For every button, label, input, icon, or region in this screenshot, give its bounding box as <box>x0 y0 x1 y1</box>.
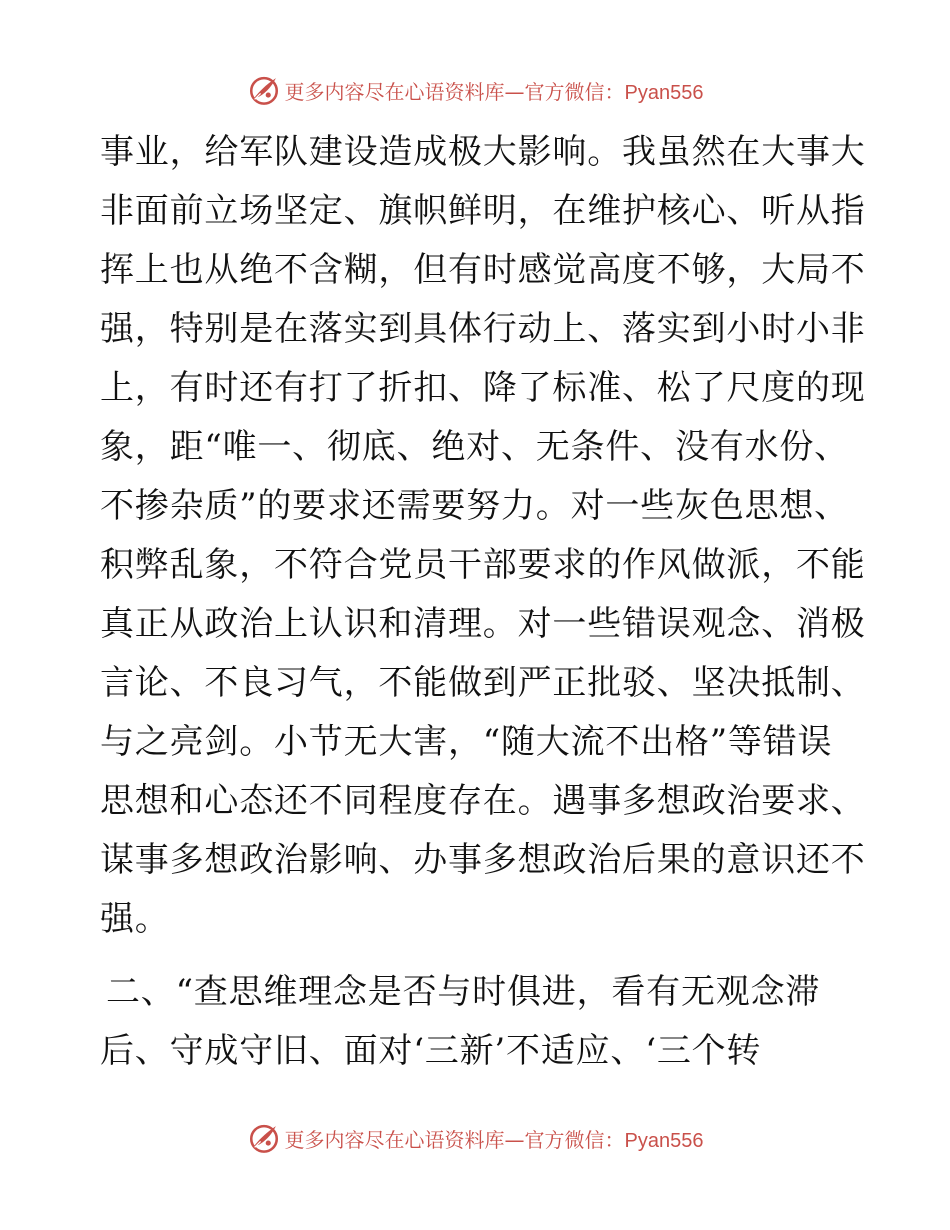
header-watermark <box>0 70 950 110</box>
header-brand: 更多内容尽在心语资料库 <box>284 79 505 104</box>
text-line: 强。 <box>100 899 170 939</box>
text-line: 思想和心态还不同程度存在。遇事多想政治要求、 <box>100 781 866 821</box>
text-line: 非面前立场坚定、旗帜鲜明，在维护核心、听从指 <box>100 191 866 231</box>
header-contact-handle: Pyan556 <box>624 81 704 104</box>
footer-brand: 更多内容尽在心语资料库 <box>284 1127 505 1152</box>
text-line: 上，有时还有打了折扣、降了标准、松了尺度的现 <box>100 368 866 408</box>
text-line: 真正从政治上认识和清理。对一些错误观念、消极 <box>100 604 866 644</box>
text-line: 挥上也从绝不含糊，但有时感觉高度不够，大局不 <box>100 250 866 290</box>
document-body <box>100 123 866 1081</box>
quill-pen-seal-icon <box>247 1121 281 1155</box>
footer-contact-handle: Pyan556 <box>624 1129 704 1152</box>
text-line: 与之亮剑。小节无大害，“随大流不出格”等错误 <box>100 722 833 762</box>
paragraph-2 <box>100 963 860 1081</box>
quill-pen-seal-icon <box>247 73 281 107</box>
text-line: 事业，给军队建设造成极大影响。我虽然在大事大 <box>100 132 866 172</box>
paragraph-1 <box>100 123 866 949</box>
header-watermark-text <box>285 76 704 105</box>
footer-separator: — <box>504 1127 525 1152</box>
text-line: 不掺杂质”的要求还需要努力。对一些灰色思想、 <box>100 486 849 526</box>
text-line: 后、守成守旧、面对‘三新’不适应、‘三个转 <box>100 1031 762 1071</box>
text-line: 强，特别是在落实到具体行动上、落实到小时小非 <box>100 309 866 349</box>
header-contact-label: 官方微信： <box>524 79 625 104</box>
text-line: 言论、不良习气，不能做到严正批驳、坚决抵制、 <box>100 663 866 703</box>
text-line: 象，距“唯一、彻底、绝对、无条件、没有水份、 <box>100 427 849 467</box>
section-heading-line: 二、“查思维理念是否与时俱进，看有无观念滞 <box>106 972 821 1012</box>
footer-contact-label: 官方微信： <box>524 1127 625 1152</box>
footer-watermark-text <box>285 1124 704 1153</box>
footer-watermark <box>0 1118 950 1158</box>
header-separator: — <box>504 79 525 104</box>
text-line: 积弊乱象，不符合党员干部要求的作风做派，不能 <box>100 545 866 585</box>
paragraph-gap <box>100 949 860 963</box>
text-line: 谋事多想政治影响、办事多想政治后果的意识还不 <box>100 840 866 880</box>
